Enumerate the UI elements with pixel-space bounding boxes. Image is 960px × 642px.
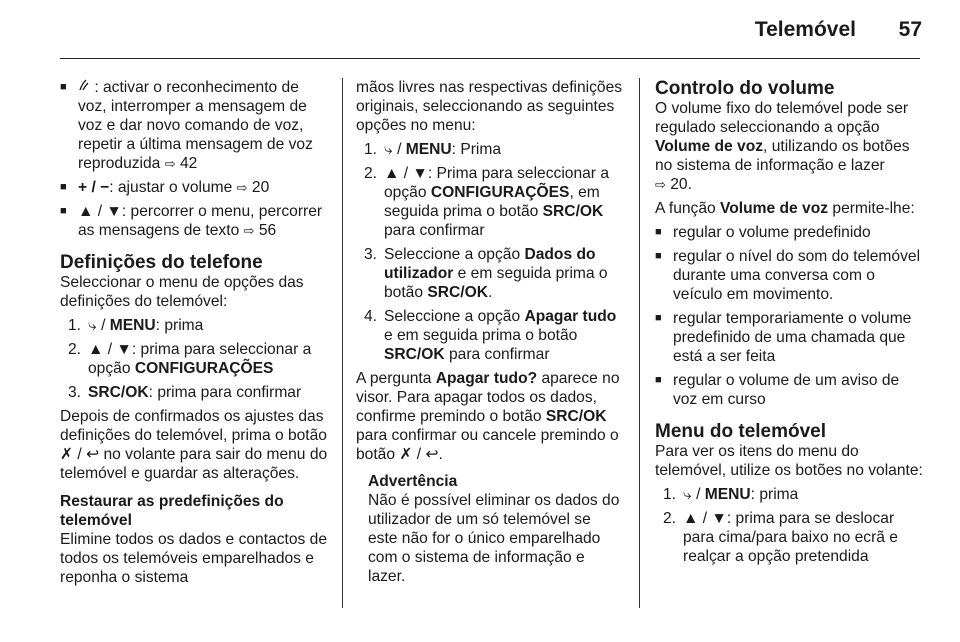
note-title: Advertência: [368, 473, 458, 490]
phone-icon: ⤷: [88, 317, 97, 334]
back-icon: ↩: [86, 446, 100, 463]
reference-arrow-icon: ⇨: [655, 177, 666, 192]
list-item: 1. ⤷ / MENU: prima: [663, 486, 799, 503]
list-item: ■ : activar o reconhecimento de voz, interromper a mensagem de voz e dar novo comando de voz, repetir a última mensagem de voz reproduzida ⇨ 42: [60, 78, 328, 173]
list-item: 4. Seleccione a opção Apagar tudo e em seguida prima o botão SRC/OK para confirmar: [364, 308, 617, 363]
paragraph: O volume fixo do telemóvel pode ser regulado seleccionando a opção Volume de voz, utilizando os botões no sistema de informação e lazer ⇨ 20.: [655, 100, 910, 193]
list-item: ■ + / −: ajustar o volume ⇨ 20: [60, 178, 328, 197]
list-item: 2. ▲ / ▼: prima para seleccionar a opção CONFIGURAÇÕES: [68, 341, 312, 377]
section-heading: Menu do telemóvel: [655, 421, 827, 442]
page-number: 57: [898, 18, 922, 41]
paragraph: Elimine todos os dados e contactos de todos os telemóveis emparelhados e reponha o sistema: [60, 531, 327, 586]
column-divider: [639, 78, 640, 608]
paragraph: Depois de confirmados os ajustes das definições do telemóvel, prima o botão ✗ / ↩ no volante para sair do menu do telemóvel e guardar as alterações.: [60, 408, 328, 482]
section-heading: Controlo do volume: [655, 78, 835, 99]
phone-icon: ⤷: [384, 141, 393, 158]
list-item: ■ regular temporariamente o volume predefinido de uma chamada que está a ser feita: [655, 309, 923, 366]
paragraph: mãos livres nas respectivas definições originais, seleccionando as seguintes opções no menu:: [356, 79, 623, 134]
column-divider: [342, 78, 343, 608]
header-rule: [60, 58, 920, 59]
phone-icon: ⤷: [683, 486, 692, 503]
paragraph: A função Volume de voz permite-lhe:: [655, 200, 915, 217]
list-item: ■ regular o nível do som do telemóvel durante uma conversa com o veículo em movimento.: [655, 247, 923, 304]
list-item: 1. ⤷ / MENU: Prima: [364, 141, 502, 158]
paragraph: A pergunta Apagar tudo? aparece no visor. Para apagar todos os dados, confirme premindo o botão SRC/OK para confirmar ou cancele premindo o botão ✗ / ↩.: [356, 370, 620, 463]
reference-arrow-icon: ⇨: [164, 156, 176, 171]
paragraph: Para ver os itens do menu do telemóvel, utilize os botões no volante:: [655, 443, 923, 479]
list-item: 3. Seleccione a opção Dados do utilizador e em seguida prima o botão SRC/OK.: [364, 246, 608, 301]
column-2: [356, 78, 624, 586]
reference-arrow-icon: ⇨: [243, 223, 255, 238]
warning-note: [356, 472, 624, 586]
voice-icon: [78, 79, 94, 96]
list-item: ■ ▲ / ▼: percorrer o menu, percorrer as mensagens de texto ⇨ 56: [60, 202, 328, 240]
list-item: 3. SRC/OK: prima para confirmar: [68, 384, 302, 401]
column-3: [655, 78, 923, 571]
list-item: 2. ▲ / ▼: prima para se deslocar para cima/para baixo no ecrã e realçar a opção pretendida: [663, 510, 898, 565]
list-item: 2. ▲ / ▼: Prima para seleccionar a opção CONFIGURAÇÕES, em seguida prima o botão SRC/OK para confirmar: [364, 165, 610, 239]
list-item: ■ regular o volume de um aviso de voz em curso: [655, 371, 923, 409]
hang-up-icon: ✗: [60, 446, 74, 463]
column-1: [60, 78, 328, 592]
list-item: 1. ⤷ / MENU: prima: [68, 317, 204, 334]
plus-minus-icon: + / −: [78, 179, 110, 196]
hang-up-icon: ✗: [399, 446, 413, 463]
page-title: Telemóvel: [754, 18, 856, 41]
paragraph: Seleccionar o menu de opções das definições do telemóvel:: [60, 274, 304, 310]
note-text: Não é possível eliminar os dados do utilizador de um só telemóvel se este não for o único emparelhado com o sistema de informação e lazer.: [368, 492, 620, 585]
subsection-heading: Restaurar as predefinições do telemóvel: [60, 493, 284, 529]
page-header: [0, 0, 960, 60]
list-item: ■ regular o volume predefinido: [655, 223, 923, 242]
reference-arrow-icon: ⇨: [236, 180, 248, 195]
up-down-arrows-icon: ▲ / ▼: [78, 203, 122, 220]
section-heading: Definições do telefone: [60, 252, 263, 273]
back-icon: ↩: [425, 446, 439, 463]
